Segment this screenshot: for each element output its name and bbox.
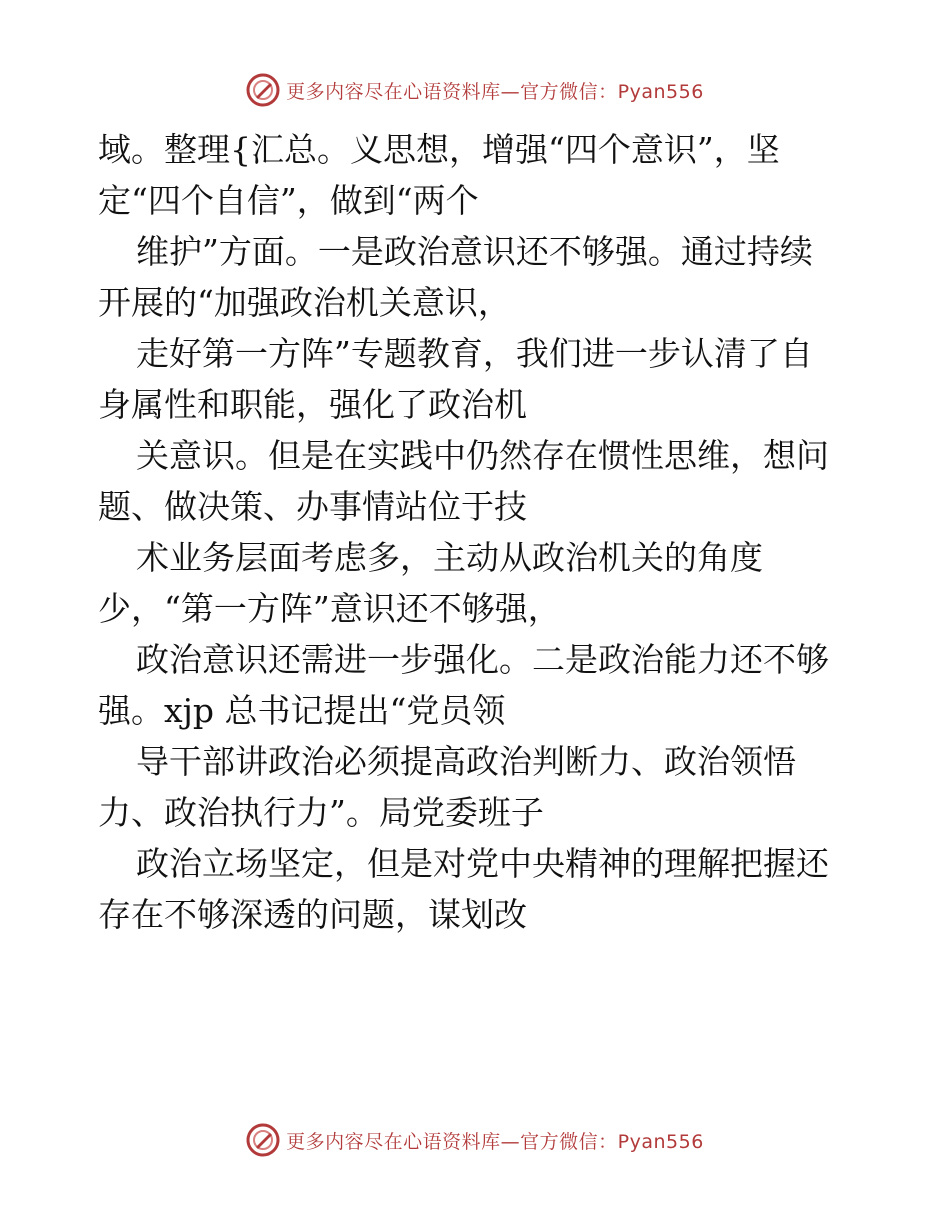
text-line: 定“四个自信”，做到“两个: [98, 181, 479, 220]
text-line: 关意识。但是在实践中仍然存在惯性思维，想问: [136, 436, 829, 475]
footer-watermark: [0, 1120, 950, 1160]
document-body: [98, 124, 898, 940]
header-watermark: [0, 70, 950, 110]
text-line: 政治立场坚定，但是对党中央精神的理解把握还: [136, 844, 829, 883]
text-line: 术业务层面考虑多，主动从政治机关的角度: [136, 538, 763, 577]
text-line: 走好第一方阵”专题教育，我们进一步认清了自: [136, 334, 813, 373]
text-line: 导干部讲政治必须提高政治判断力、政治领悟: [136, 742, 796, 781]
watermark-logo-icon: [246, 1123, 280, 1157]
text-line: 少，“第一方阵”意识还不够强，: [98, 589, 561, 628]
text-line: 开展的“加强政治机关意识，: [98, 283, 511, 322]
text-line: 身属性和职能，强化了政治机: [98, 385, 527, 424]
text-line: 维护”方面。一是政治意识还不够强。通过持续: [136, 232, 813, 271]
text-line: 强。xjp 总书记提出“党员领: [98, 691, 506, 730]
text-line: 题、做决策、办事情站位于技: [98, 487, 527, 526]
text-line: 力、政治执行力”。局党委班子: [98, 793, 544, 832]
text-line: 域。整理{汇总。义思想，增强“四个意识”，坚: [98, 130, 780, 169]
text-line: 政治意识还需进一步强化。二是政治能力还不够: [136, 640, 829, 679]
watermark-logo-icon: [246, 73, 280, 107]
watermark-text: 更多内容尽在心语资料库—官方微信：Pyan556: [286, 80, 704, 103]
text-line: 存在不够深透的问题，谋划改: [98, 895, 527, 934]
watermark-text: 更多内容尽在心语资料库—官方微信：Pyan556: [286, 1130, 704, 1153]
